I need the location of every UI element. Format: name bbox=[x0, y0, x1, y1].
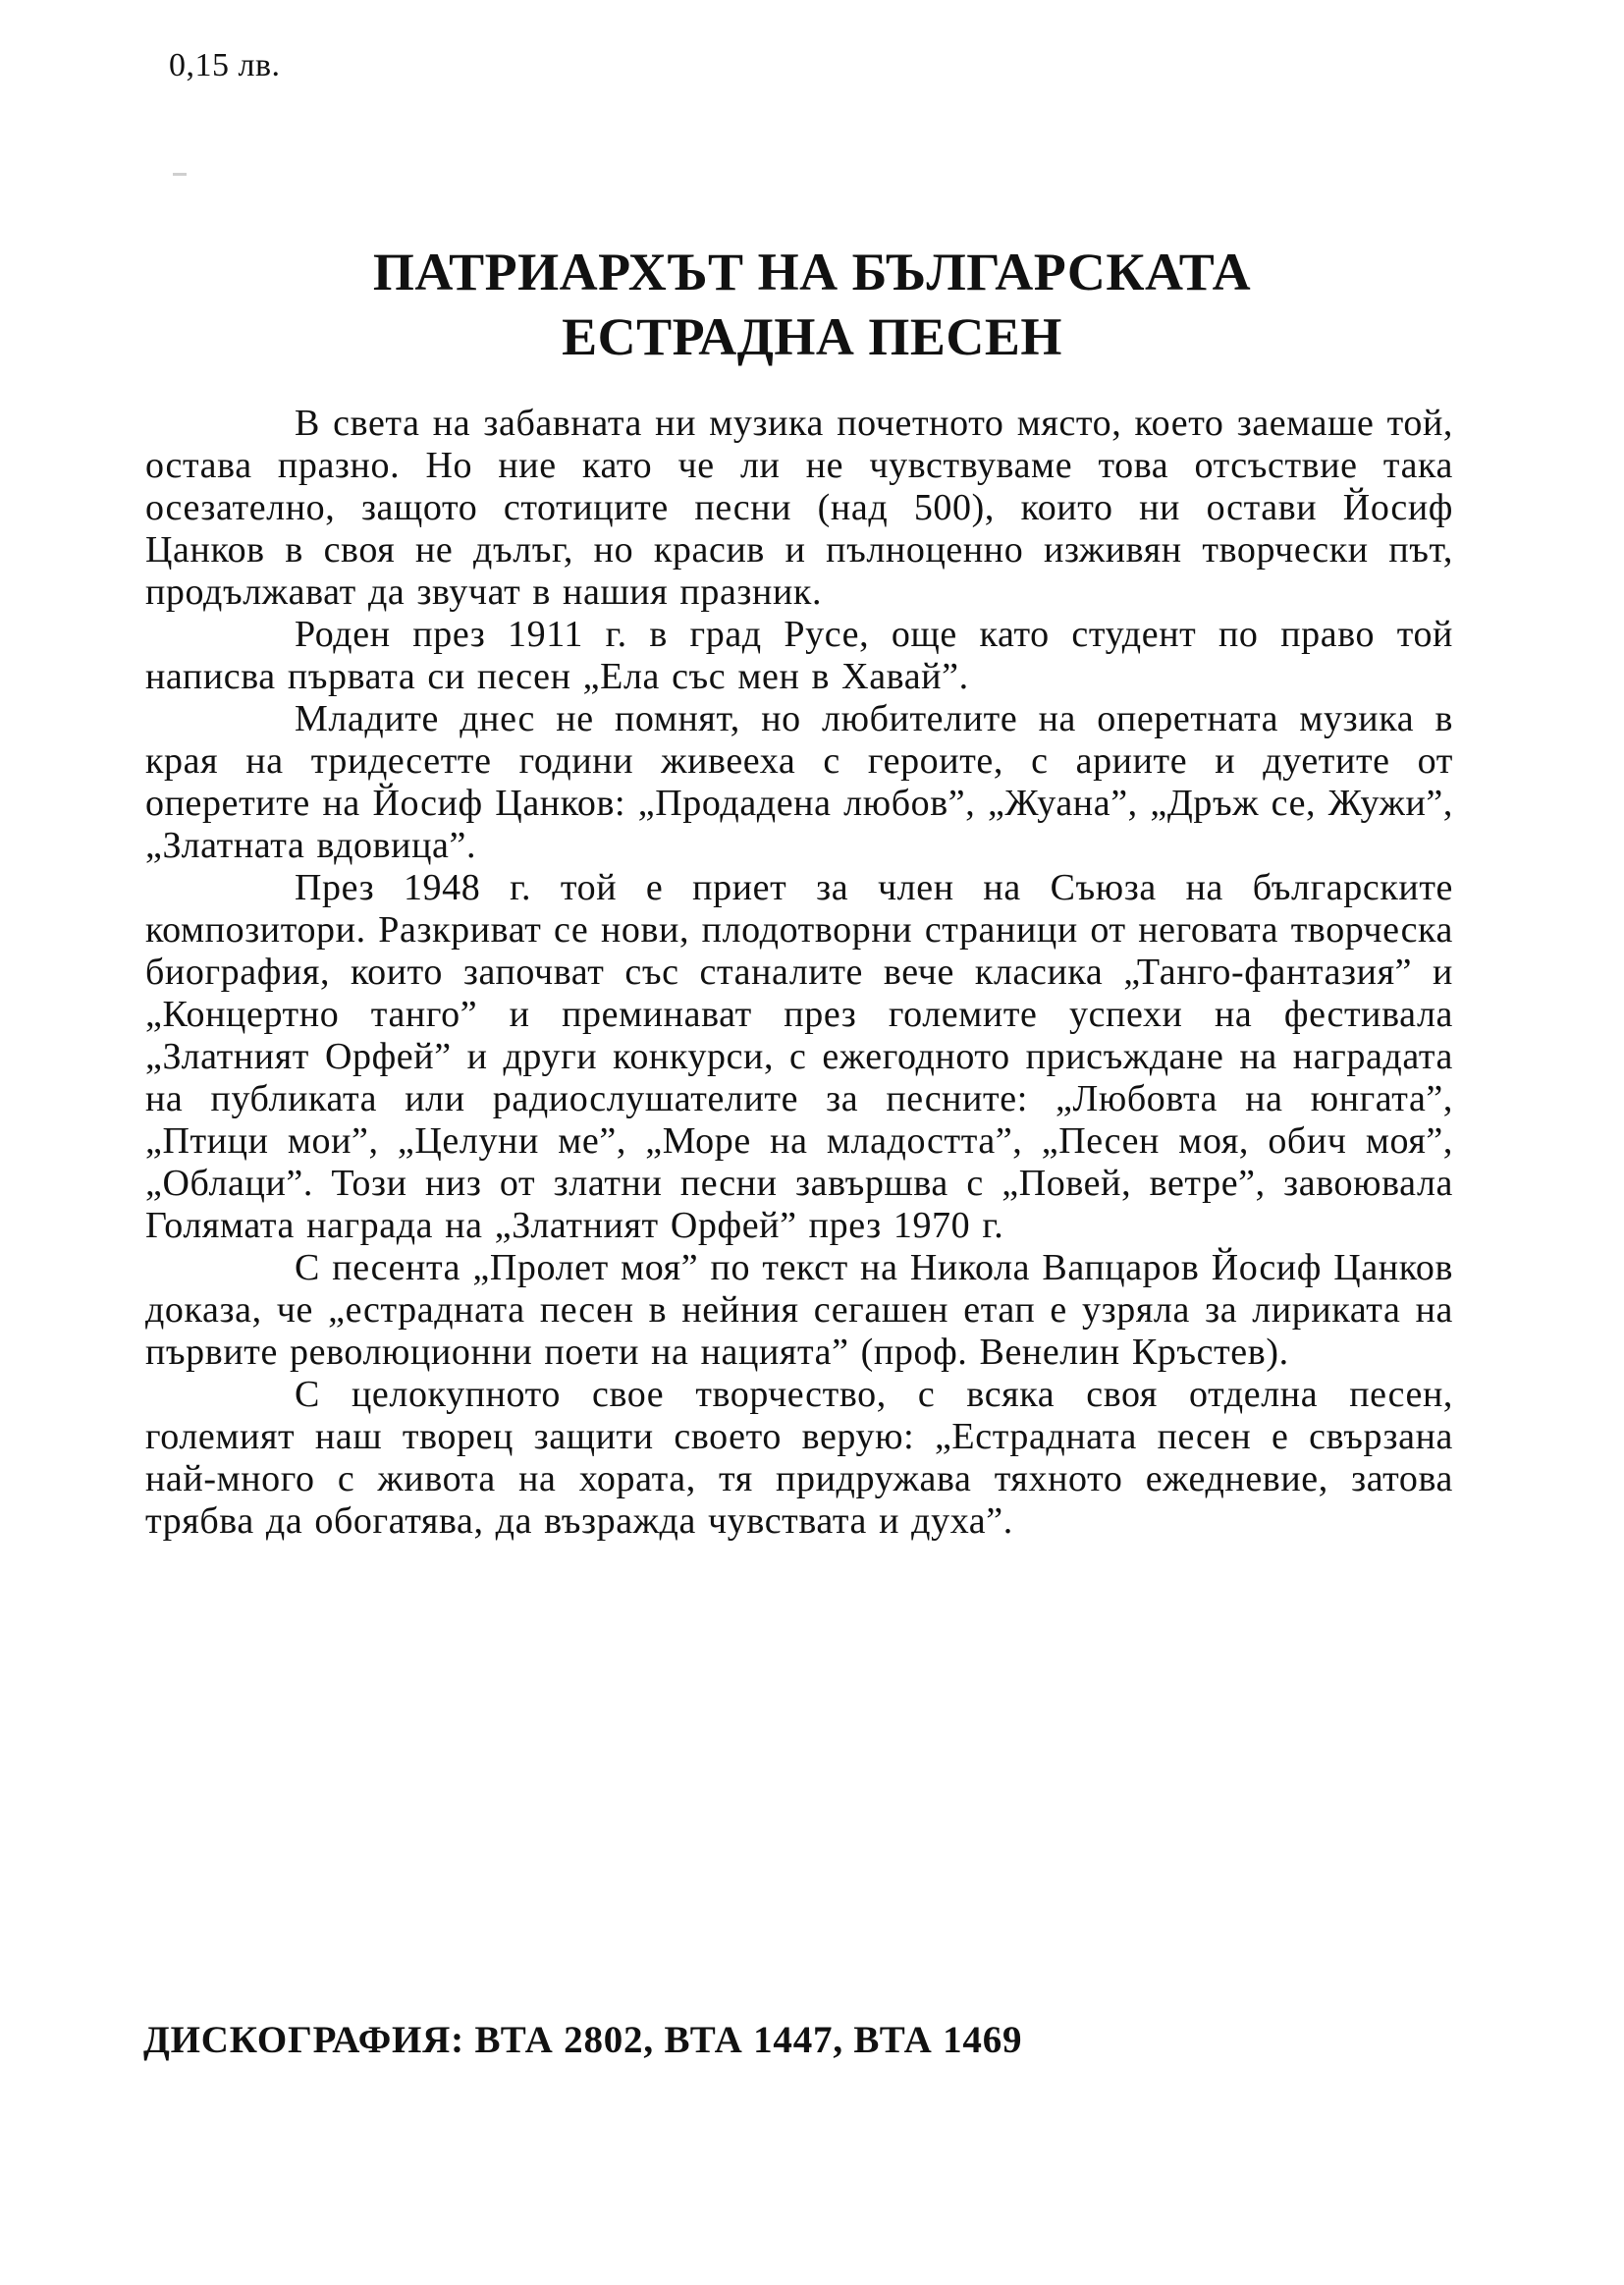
paragraph-vaptsarov: С песента „Пролет моя” по текст на Никола Вапцаров Йосиф Цанков доказа, че „естрадната песен в нейния сегашен етап е узряла за лириката на първите революционни поети на нацията” (проф. Венелин Кръстев). bbox=[145, 1247, 1453, 1373]
article-body bbox=[145, 403, 1453, 1543]
price-label: 0,15 лв. bbox=[169, 47, 281, 83]
scan-speck bbox=[173, 173, 187, 176]
paragraph-composers-union: През 1948 г. той е приет за член на Съюза на българските композитори. Разкриват се нови, плодотворни страници от неговата творческа биография, които започват със станалите вече класика „Танго-фантазия” и „Концертно танго” и преминават през големите успехи на фестивала „Златният Орфей” и други конкурси, с ежегодното присъждане на наградата на публиката или радиослушателите за песните: „Любовта на юнгата”, „Птици мои”, „Целуни ме”, „Море на младостта”, „Песен моя, обич моя”, „Облаци”. Този низ от златни песни завършва с „Повей, ветре”, завоювала Голямата награда на „Златният Орфей” през 1970 г. bbox=[145, 867, 1453, 1246]
paragraph-intro: В света на забавната ни музика почетното място, което заемаше той, остава празно. Но ние като че ли не чувствуваме това отсъствие така осезателно, защото стотиците песни (над 500), които ни остави Йосиф Цанков в своя не дълъг, но красив и пълноценно изживян творчески път, продължават да звучат в нашия празник. bbox=[145, 403, 1453, 613]
paragraph-credo: С целокупното свое творчество, с всяка своя отделна песен, големият наш творец защити своето верую: „Естрадната песен е свързана най-много с живота на хората, тя придружава тяхното ежедневие, затова трябва да обогатява, да възражда чувствата и духа”. bbox=[145, 1374, 1453, 1542]
page-title bbox=[0, 240, 1624, 369]
title-line-2: ЕСТРАДНА ПЕСЕН bbox=[562, 307, 1062, 366]
paragraph-birth: Роден през 1911 г. в град Русе, още като студент по право той написва първата си песен „Ела със мен в Хавай”. bbox=[145, 614, 1453, 697]
discography-line: ДИСКОГРАФИЯ: ВТА 2802, ВТА 1447, ВТА 1469 bbox=[143, 2019, 1023, 2061]
paragraph-operettas: Младите днес не помнят, но любителите на оперетната музика в края на тридесетте години живееха с героите, с ариите и дуетите от оперетите на Йосиф Цанков: „Продадена любов”, „Жуана”, „Дръж се, Жужи”, „Златната вдовица”. bbox=[145, 698, 1453, 866]
title-line-1: ПАТРИАРХЪТ НА БЪЛГАРСКАТА bbox=[372, 243, 1252, 301]
